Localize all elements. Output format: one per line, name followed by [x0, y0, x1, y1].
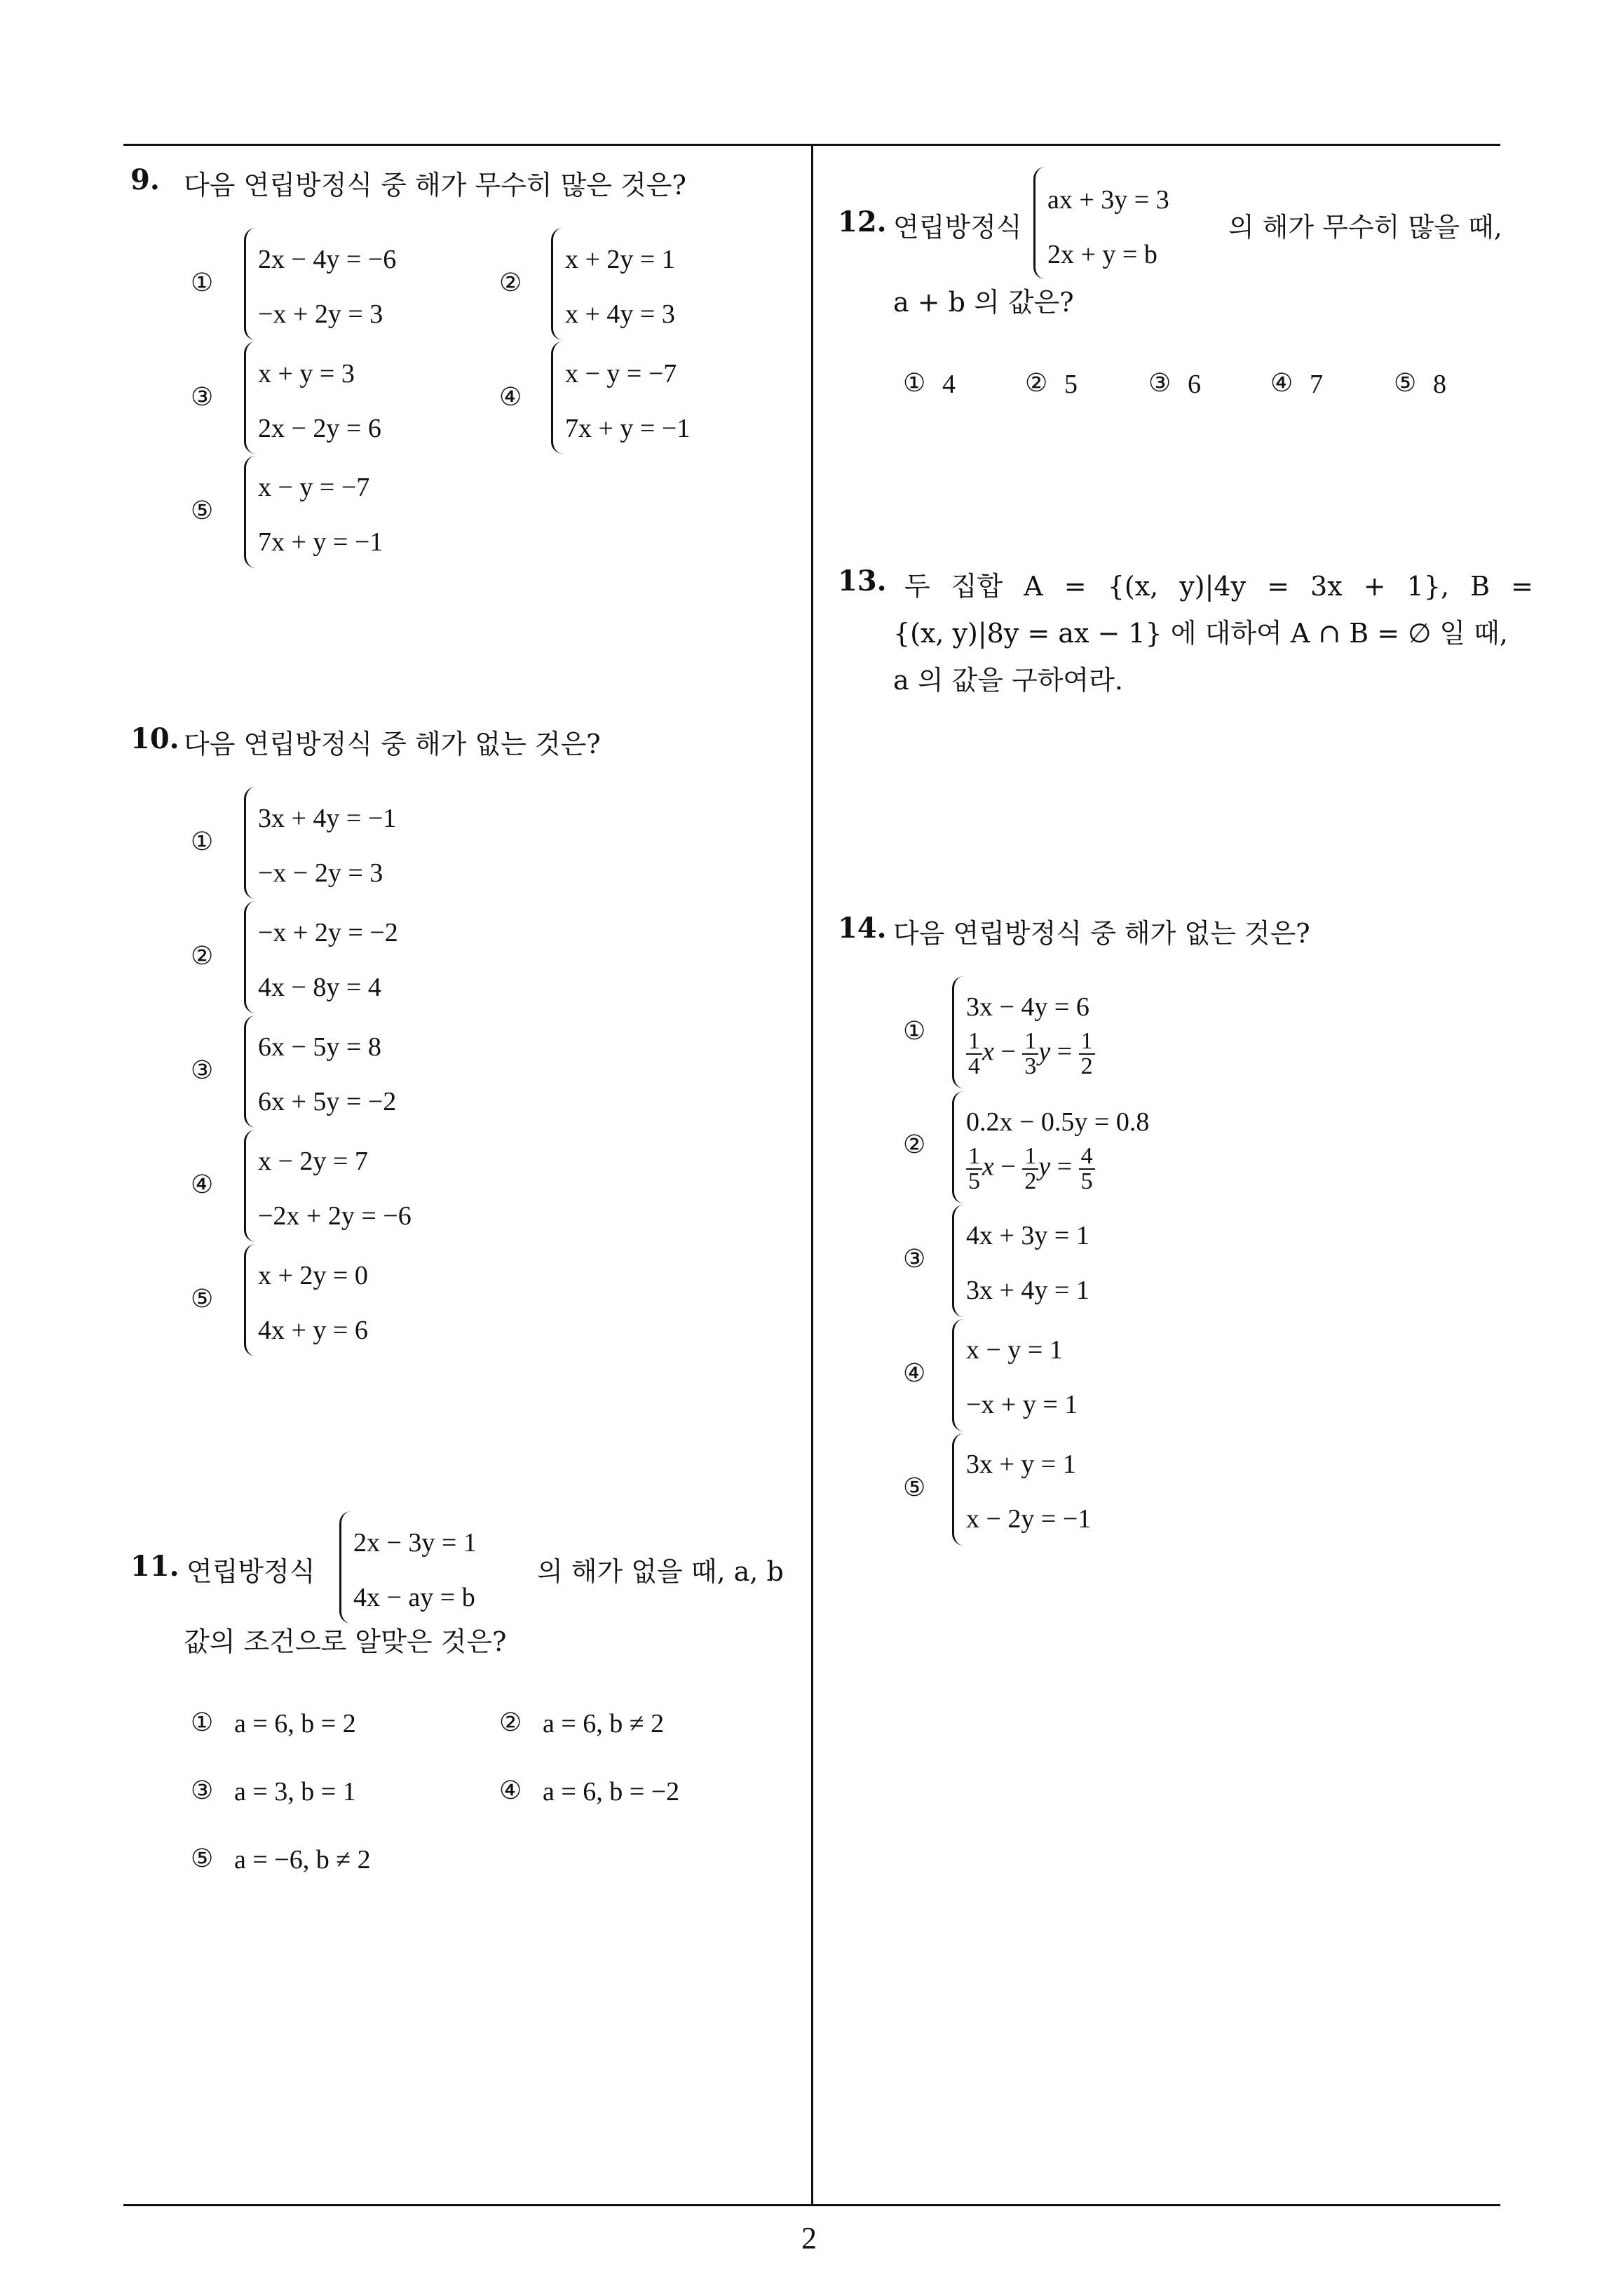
- q9-option-1-mark[interactable]: ①: [191, 269, 214, 297]
- q14-option-4-eq2: −x + y = 1: [966, 1390, 1078, 1419]
- denominator: 5: [1080, 1168, 1093, 1194]
- q11-eq1: 2x − 3y = 1: [353, 1528, 477, 1558]
- bottom-rule: [123, 2204, 1500, 2206]
- q14-option-3-eq2: 3x + 4y = 1: [966, 1276, 1089, 1305]
- q9-option-5-mark[interactable]: ⑤: [191, 497, 214, 525]
- q12-option-3-mark[interactable]: ③: [1148, 369, 1172, 398]
- q11-option-5-mark[interactable]: ⑤: [191, 1844, 214, 1873]
- numerator: 1: [966, 1029, 982, 1055]
- q10-option-1-eq2: −x − 2y = 3: [258, 858, 383, 888]
- q9-text: 다음 연립방정식 중 해가 무수히 많은 것은?: [184, 170, 686, 201]
- q9-option-4-eq1: x − y = −7: [565, 359, 677, 389]
- q12-option-5-mark[interactable]: ⑤: [1394, 369, 1417, 398]
- q10-option-5-eq1: x + 2y = 0: [258, 1261, 368, 1290]
- q10-option-3-eq2: 6x + 5y = −2: [258, 1087, 397, 1116]
- q14-option-2-mark[interactable]: ②: [903, 1130, 926, 1159]
- q12-option-1-mark[interactable]: ①: [903, 369, 926, 398]
- frac: [1022, 1144, 1038, 1194]
- q9-option-1-brace: [244, 228, 256, 340]
- q14-option-4-brace: [952, 1319, 964, 1431]
- frac: [1022, 1029, 1038, 1079]
- q14-option-5-eq2: x − 2y = −1: [966, 1504, 1092, 1534]
- q14-text: 다음 연립방정식 중 해가 없는 것은?: [893, 918, 1310, 949]
- q12-option-2-mark[interactable]: ②: [1025, 369, 1048, 398]
- q11-option-2-mark[interactable]: ②: [499, 1708, 522, 1737]
- q10-option-1-mark[interactable]: ①: [191, 828, 214, 856]
- q14-option-2-eq2: $\frac{1}{5}$ x − $\frac{1}{2}$ y = $\frac{4}{5}$: [966, 1144, 1095, 1194]
- q9-option-5-eq1: x − y = −7: [258, 473, 370, 502]
- q13-line2: {(x, y)|8y = ax − 1} 에 대하여 A ∩ B = ∅ 일 때,: [893, 618, 1508, 649]
- q12-option-4-mark[interactable]: ④: [1270, 369, 1293, 398]
- q11-option-2-text: a = 6, b ≠ 2: [543, 1709, 665, 1738]
- numerator: 4: [1079, 1144, 1095, 1170]
- column-divider: [811, 145, 813, 2205]
- q14-number: 14.: [838, 912, 887, 945]
- q9-option-3-eq2: 2x − 2y = 6: [258, 414, 381, 443]
- q9-option-2-eq1: x + 2y = 1: [565, 245, 675, 274]
- numerator: 1: [1022, 1029, 1038, 1055]
- q13-line1: 두 집합 A = {(x, y)|4y = 3x + 1}, B =: [904, 571, 1534, 602]
- denominator: 5: [968, 1168, 980, 1194]
- denominator: 2: [1024, 1168, 1037, 1194]
- q14-option-1-mark[interactable]: ①: [903, 1017, 926, 1046]
- q10-option-5-mark[interactable]: ⑤: [191, 1285, 214, 1314]
- q10-text: 다음 연립방정식 중 해가 없는 것은?: [184, 729, 601, 759]
- q9-option-5-brace: [244, 456, 256, 568]
- q12-option-2-text: 5: [1064, 370, 1078, 399]
- q10-option-2-eq2: 4x − 8y = 4: [258, 973, 381, 1002]
- q14-option-5-brace: [952, 1433, 964, 1546]
- q14-option-1-eq2: $\frac{1}{4}$ x − $\frac{1}{3}$ y = $\frac{1}{2}$: [966, 1029, 1095, 1079]
- q10-option-4-mark[interactable]: ④: [191, 1170, 214, 1199]
- q9-option-4-eq2: 7x + y = −1: [565, 414, 691, 443]
- q10-option-5-eq2: 4x + y = 6: [258, 1316, 368, 1345]
- q9-option-3-brace: [244, 342, 256, 454]
- q12-line2: a + b 의 값은?: [893, 287, 1074, 318]
- q14-option-5-mark[interactable]: ⑤: [903, 1473, 926, 1502]
- q11-option-3-text: a = 3, b = 1: [234, 1777, 356, 1807]
- q14-option-3-eq1: 4x + 3y = 1: [966, 1221, 1089, 1250]
- denominator: 3: [1024, 1053, 1037, 1079]
- q9-option-1-eq2: −x + 2y = 3: [258, 299, 383, 329]
- denominator: 4: [968, 1053, 980, 1079]
- q14-option-4-mark[interactable]: ④: [903, 1359, 926, 1388]
- q10-number: 10.: [130, 722, 179, 755]
- q14-option-2-brace: [952, 1091, 964, 1203]
- frac: [1079, 1029, 1095, 1079]
- q9-option-2-mark[interactable]: ②: [499, 269, 522, 297]
- q9-option-2-eq2: x + 4y = 3: [565, 299, 675, 329]
- frac: [1079, 1144, 1095, 1194]
- q11-option-1-mark[interactable]: ①: [191, 1708, 214, 1737]
- q12-brace: [1033, 167, 1045, 279]
- q10-option-3-brace: [244, 1015, 256, 1128]
- q10-option-3-mark[interactable]: ③: [191, 1056, 214, 1085]
- q10-option-1-eq1: 3x + 4y = −1: [258, 804, 397, 833]
- q9-option-4-mark[interactable]: ④: [499, 383, 522, 412]
- q11-option-4-mark[interactable]: ④: [499, 1776, 522, 1805]
- q12-lead: 연립방정식: [893, 212, 1022, 243]
- q14-option-1-brace: [952, 976, 964, 1088]
- q14-option-4-eq1: x − y = 1: [966, 1335, 1063, 1365]
- q12-eq2: 2x + y = b: [1047, 240, 1157, 269]
- q10-option-3-eq1: 6x − 5y = 8: [258, 1032, 381, 1062]
- q9-option-3-eq1: x + y = 3: [258, 359, 355, 389]
- q13-line3: a 의 값을 구하여라.: [893, 665, 1123, 696]
- denominator: 2: [1080, 1053, 1093, 1079]
- q10-option-4-eq2: −2x + 2y = −6: [258, 1201, 412, 1231]
- q9-option-1-eq1: 2x − 4y = −6: [258, 245, 397, 274]
- numerator: 1: [1022, 1144, 1038, 1170]
- q11-option-5-text: a = −6, b ≠ 2: [234, 1845, 371, 1875]
- q11-option-1-text: a = 6, b = 2: [234, 1709, 356, 1738]
- q14-option-5-eq1: 3x + y = 1: [966, 1450, 1076, 1479]
- numerator: 1: [966, 1144, 982, 1170]
- q14-option-3-mark[interactable]: ③: [903, 1245, 926, 1274]
- q11-eq2: 4x − ay = b: [353, 1583, 475, 1612]
- q9-option-4-brace: [551, 342, 563, 454]
- q10-option-4-brace: [244, 1130, 256, 1242]
- q14-option-1-eq1: 3x − 4y = 6: [966, 992, 1089, 1022]
- q12-option-5-text: 8: [1433, 370, 1446, 399]
- q9-option-3-mark[interactable]: ③: [191, 383, 214, 412]
- numerator: 1: [1079, 1029, 1095, 1055]
- page-number: 2: [801, 2221, 817, 2255]
- q12-option-1-text: 4: [942, 370, 956, 399]
- q10-option-1-brace: [244, 787, 256, 899]
- q9-option-2-brace: [551, 228, 563, 340]
- q14-option-2-eq1: 0.2x − 0.5y = 0.8: [966, 1107, 1150, 1137]
- q12-number: 12.: [838, 205, 887, 238]
- q12-option-4-text: 7: [1310, 370, 1323, 399]
- q10-option-5-brace: [244, 1244, 256, 1356]
- q9-number: 9.: [130, 163, 160, 196]
- q12-option-3-text: 6: [1188, 370, 1201, 399]
- q10-option-2-mark[interactable]: ②: [191, 942, 214, 971]
- q11-number: 11.: [130, 1550, 179, 1583]
- q10-option-4-eq1: x − 2y = 7: [258, 1147, 368, 1176]
- q13-number: 13.: [838, 565, 887, 597]
- q12-tail: 의 해가 무수히 많을 때,: [1228, 212, 1502, 243]
- q9-option-5-eq2: 7x + y = −1: [258, 527, 383, 557]
- q10-option-2-eq1: −x + 2y = −2: [258, 918, 398, 947]
- q11-option-3-mark[interactable]: ③: [191, 1776, 214, 1805]
- q14-option-3-brace: [952, 1205, 964, 1317]
- q11-lead: 연립방정식: [186, 1556, 315, 1587]
- frac: [966, 1029, 982, 1079]
- q11-tail: 의 해가 없을 때, a, b: [537, 1556, 784, 1587]
- q12-eq1: ax + 3y = 3: [1047, 185, 1169, 215]
- q11-option-4-text: a = 6, b = −2: [543, 1777, 680, 1807]
- q11-line2: 값의 조건으로 알맞은 것은?: [184, 1626, 507, 1657]
- q11-brace: [339, 1511, 351, 1623]
- frac: [966, 1144, 982, 1194]
- q10-option-2-brace: [244, 901, 256, 1013]
